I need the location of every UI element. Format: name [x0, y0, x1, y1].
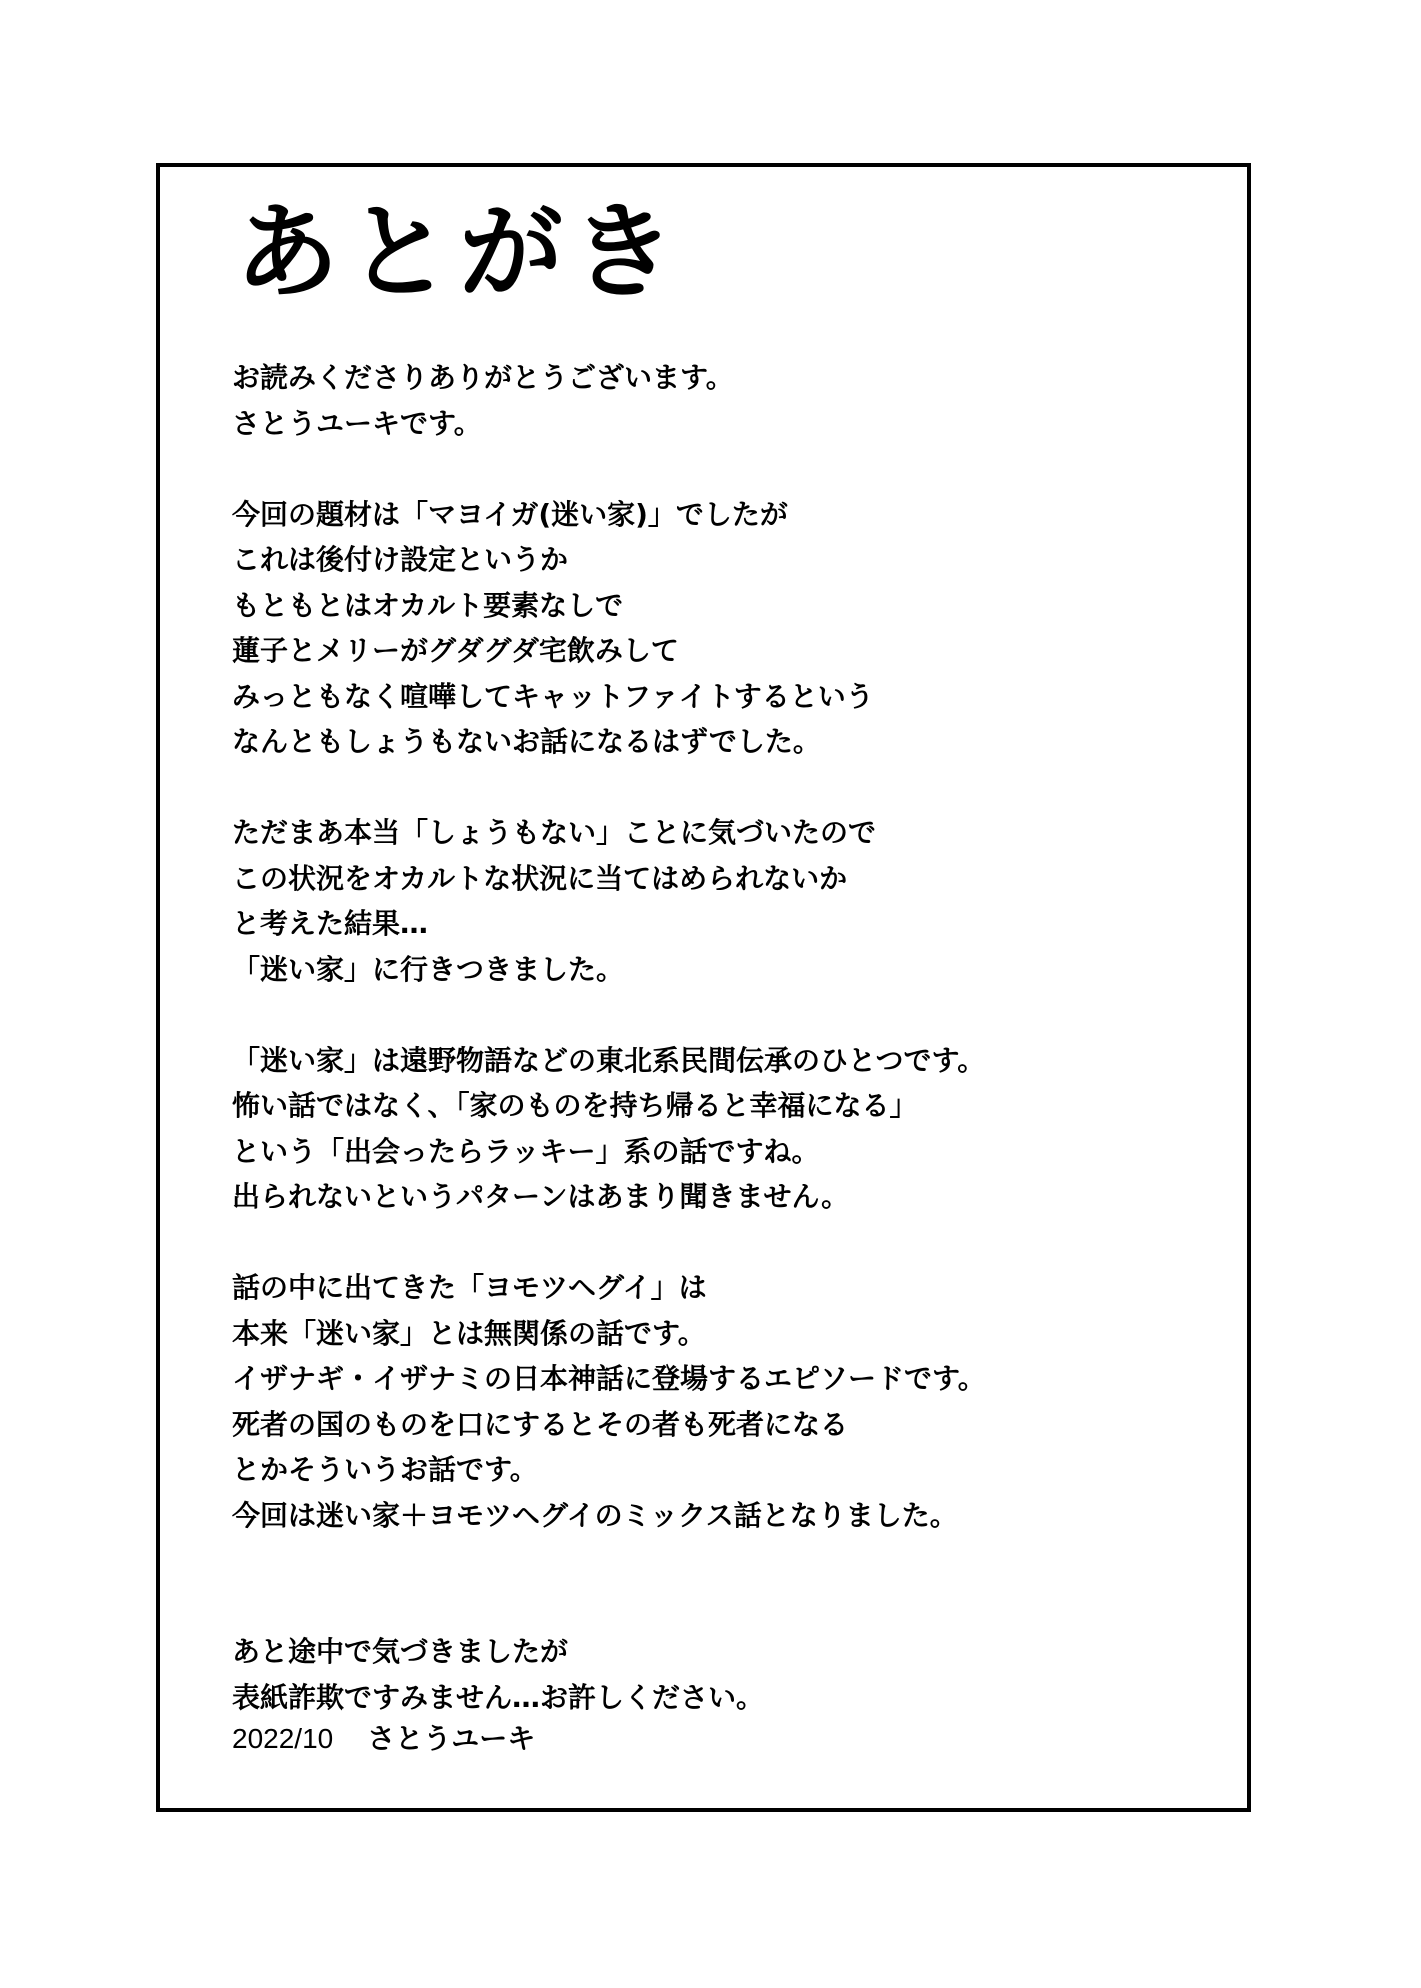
text-line: みっともなく喧嘩してキャットファイトするという — [232, 679, 874, 713]
text-line: 蓮子とメリーがグダグダ宅飲みして — [232, 634, 679, 667]
text-line: とかそういうお話です。 — [232, 1453, 538, 1486]
text-line: 「迷い家」は遠野物語などの東北系民間伝承のひとつです。 — [232, 1043, 986, 1077]
text-line: ただまあ本当「しょうもない」ことに気づいたので — [232, 816, 877, 849]
text-line: これは後付け設定というか — [232, 543, 569, 576]
page-title: あとがき — [235, 190, 684, 313]
paragraph — [232, 1265, 1232, 1538]
paragraph — [232, 355, 1232, 446]
text-line: 本来「迷い家」とは無関係の話です。 — [232, 1316, 706, 1350]
text-line: さとうユーキです。 — [232, 406, 482, 440]
text-line: 死者の国のものを口にするとその者も死者になる — [232, 1407, 849, 1441]
text-line: 「迷い家」に行きつきました。 — [232, 952, 625, 986]
text-line: なんともしょうもないお話になるはずでした。 — [232, 725, 821, 758]
text-line: 今回の題材は「マヨイガ(迷い家)」でしたが — [232, 497, 788, 531]
paragraph — [232, 1629, 1232, 1720]
text-line: 怖い話ではなく、「家のものを持ち帰ると幸福になる」 — [232, 1089, 918, 1122]
text-line: この状況をオカルトな状況に当てはめられないか — [232, 861, 848, 895]
text-line: 表紙詐欺ですみません…お許しください。 — [232, 1680, 765, 1714]
text-line: という「出会ったらラッキー」系の話ですね。 — [232, 1134, 820, 1168]
text-line: あと途中で気づきましたが — [232, 1635, 569, 1668]
paragraph — [232, 492, 1232, 765]
text-line: 出られないというパターンはあまり聞きません。 — [232, 1180, 850, 1213]
afterword-body — [232, 355, 1232, 1766]
text-line: もともとはオカルト要素なしで — [232, 588, 624, 622]
signature-date: 2022/10 — [232, 1723, 334, 1754]
paragraph — [232, 1038, 1232, 1220]
text-line: と考えた結果… — [232, 907, 429, 940]
text-line: イザナギ・イザナミの日本神話に登場するエピソードです。 — [232, 1362, 986, 1395]
signature — [232, 1716, 535, 1762]
text-line: 話の中に出てきた「ヨモツヘグイ」は — [232, 1271, 707, 1304]
signature-author: さとうユーキ — [367, 1722, 536, 1755]
paragraph — [232, 810, 1232, 992]
text-line: 今回は迷い家＋ヨモツヘグイのミックス話となりました。 — [232, 1498, 958, 1532]
text-line: お読みくださりありがとうございます。 — [232, 361, 734, 394]
